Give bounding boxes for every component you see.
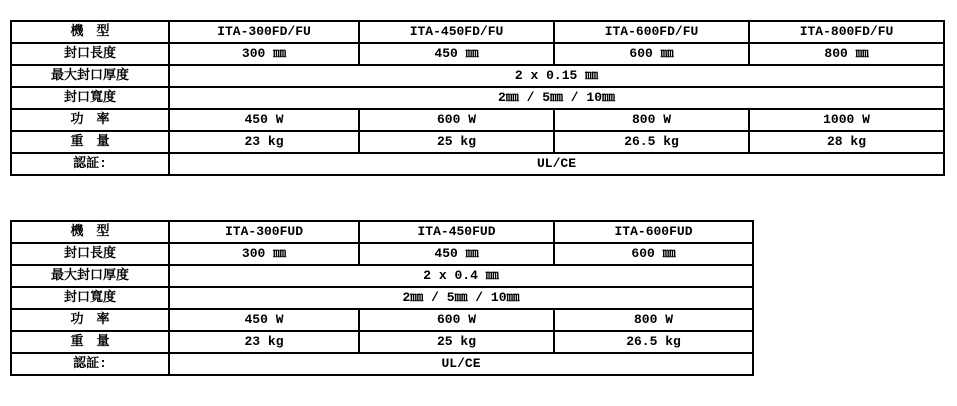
value-cell: 450 ㎜ [359,243,554,265]
table-row-weight [11,331,753,353]
row-label-model: 機 型 [11,221,169,243]
table-row-max-thickness [11,65,944,87]
row-label-weight: 重 量 [11,131,169,153]
model-cell: ITA-600FD/FU [554,21,749,43]
model-cell: ITA-800FD/FU [749,21,944,43]
value-cell: 800 W [554,109,749,131]
value-cell: 23 kg [169,131,359,153]
value-cell: 600 ㎜ [554,243,753,265]
row-label-certification: 認証: [11,353,169,375]
table-row-seal-width [11,287,753,309]
model-cell: ITA-300FUD [169,221,359,243]
row-label-seal-width: 封口寬度 [11,287,169,309]
value-cell: 28 kg [749,131,944,153]
value-cell: 23 kg [169,331,359,353]
row-label-seal-width: 封口寬度 [11,87,169,109]
span-value-cell: UL/CE [169,353,753,375]
table-row-seal-width [11,87,944,109]
value-cell: 300 ㎜ [169,43,359,65]
table-row-power [11,309,753,331]
value-cell: 26.5 kg [554,131,749,153]
row-label-model: 機 型 [11,21,169,43]
table-row-weight [11,131,944,153]
value-cell: 300 ㎜ [169,243,359,265]
value-cell: 600 W [359,309,554,331]
row-label-max-thickness: 最大封口厚度 [11,265,169,287]
value-cell: 25 kg [359,331,554,353]
table-row-max-thickness [11,265,753,287]
spec-table-fd-fu [10,20,945,176]
table-row-seal-length [11,243,753,265]
value-cell: 800 W [554,309,753,331]
spec-table-fud [10,220,754,376]
value-cell: 800 ㎜ [749,43,944,65]
row-label-power: 功 率 [11,109,169,131]
value-cell: 450 ㎜ [359,43,554,65]
table-row-certification [11,153,944,175]
row-label-seal-length: 封口長度 [11,243,169,265]
span-value-cell: 2 x 0.15 ㎜ [169,65,944,87]
model-cell: ITA-600FUD [554,221,753,243]
model-cell: ITA-450FD/FU [359,21,554,43]
value-cell: 26.5 kg [554,331,753,353]
model-cell: ITA-300FD/FU [169,21,359,43]
value-cell: 600 W [359,109,554,131]
value-cell: 450 W [169,309,359,331]
row-label-max-thickness: 最大封口厚度 [11,65,169,87]
row-label-weight: 重 量 [11,331,169,353]
value-cell: 1000 W [749,109,944,131]
row-label-seal-length: 封口長度 [11,43,169,65]
row-label-power: 功 率 [11,309,169,331]
span-value-cell: 2㎜ / 5㎜ / 10㎜ [169,87,944,109]
span-value-cell: 2 x 0.4 ㎜ [169,265,753,287]
span-value-cell: UL/CE [169,153,944,175]
value-cell: 600 ㎜ [554,43,749,65]
table-row-certification [11,353,753,375]
table-row-power [11,109,944,131]
table-row-model [11,221,753,243]
value-cell: 25 kg [359,131,554,153]
table-row-model [11,21,944,43]
model-cell: ITA-450FUD [359,221,554,243]
table-row-seal-length [11,43,944,65]
span-value-cell: 2㎜ / 5㎜ / 10㎜ [169,287,753,309]
value-cell: 450 W [169,109,359,131]
row-label-certification: 認証: [11,153,169,175]
